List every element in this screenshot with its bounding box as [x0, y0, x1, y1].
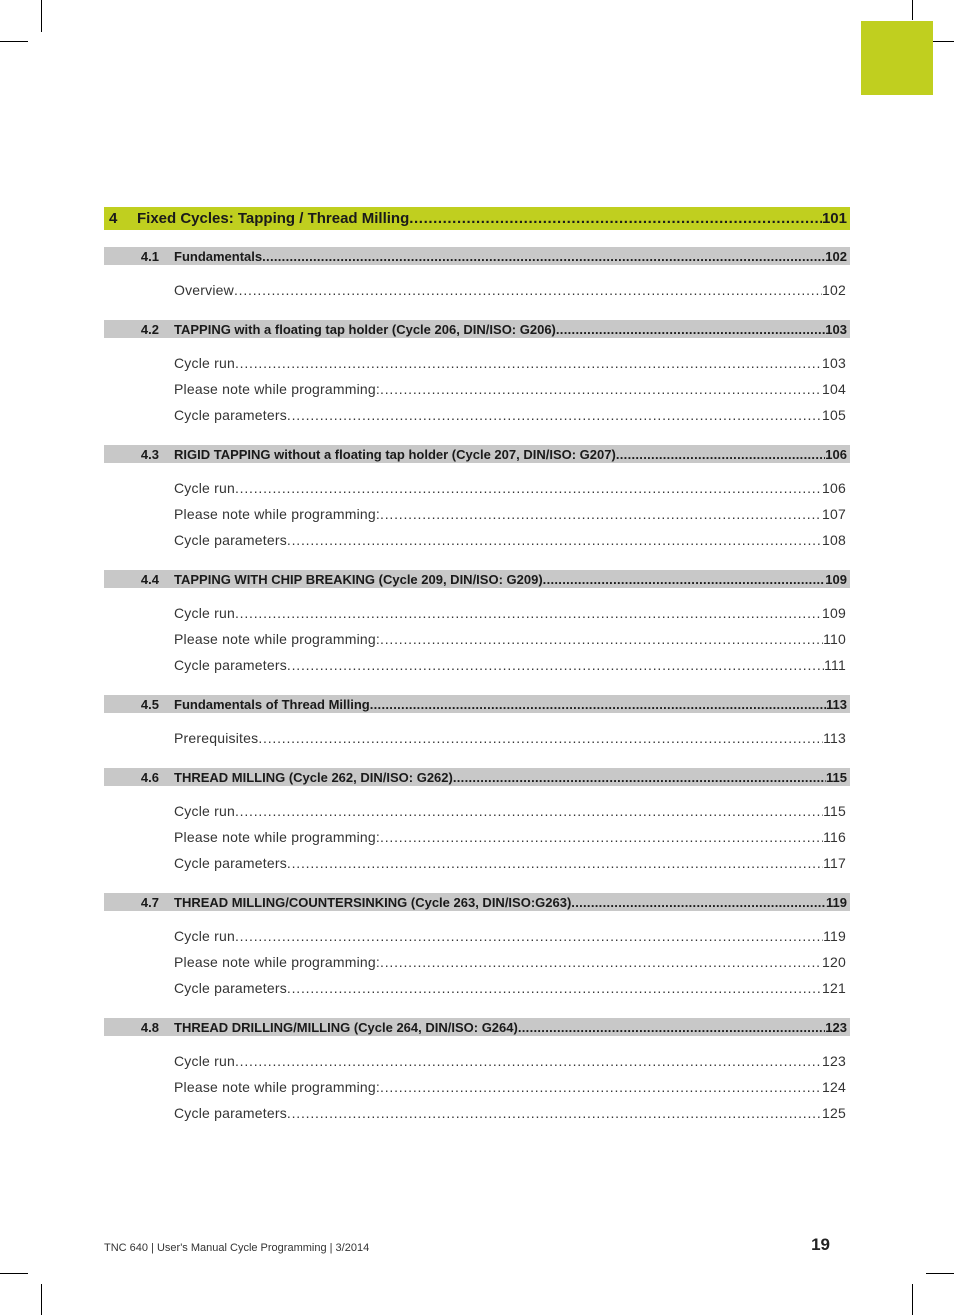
- subsection-page: 121: [822, 980, 846, 996]
- subsection-title: Please note while programming:: [174, 954, 380, 970]
- toc-section-entry[interactable]: [104, 893, 850, 911]
- toc-subsection-entry[interactable]: [104, 402, 850, 428]
- section-page: 106: [825, 446, 847, 462]
- dot-leader: [556, 322, 825, 337]
- dot-leader: [409, 210, 822, 227]
- dot-leader: [235, 355, 822, 371]
- subsection-title: Cycle run: [174, 1053, 235, 1069]
- section-title: THREAD MILLING/COUNTERSINKING (Cycle 263, DIN/ISO:G263): [174, 894, 572, 910]
- dot-leader: [287, 855, 823, 871]
- subsection-title: Cycle parameters: [174, 1105, 287, 1121]
- chapter-page: 101: [821, 210, 847, 227]
- subsection-page: 116: [823, 829, 846, 845]
- dot-leader: [235, 803, 823, 819]
- section-page: 113: [826, 696, 847, 712]
- toc-subsection-entry[interactable]: [104, 923, 850, 949]
- subsection-page: 120: [822, 954, 846, 970]
- subsection-page: 108: [822, 532, 846, 548]
- toc-subsection-list: [104, 265, 850, 303]
- subsection-page: 107: [822, 506, 846, 522]
- dot-leader: [380, 506, 822, 522]
- subsection-title: Cycle run: [174, 928, 235, 944]
- dot-leader: [616, 447, 825, 462]
- toc-subsection-entry[interactable]: [104, 475, 850, 501]
- crop-mark: [926, 1273, 954, 1274]
- section-page: 109: [825, 571, 847, 587]
- dot-leader: [234, 282, 822, 298]
- subsection-page: 110: [823, 631, 846, 647]
- dot-leader: [543, 572, 826, 587]
- subsection-title: Please note while programming:: [174, 381, 380, 397]
- dot-leader: [453, 770, 826, 785]
- dot-leader: [370, 697, 826, 712]
- section-number: 4.2: [140, 321, 159, 337]
- subsection-page: 103: [822, 355, 846, 371]
- toc-subsection-entry[interactable]: [104, 824, 850, 850]
- dot-leader: [287, 657, 824, 673]
- toc-subsection-list: [104, 1036, 850, 1126]
- subsection-page: 115: [823, 803, 846, 819]
- crop-mark: [912, 1284, 913, 1315]
- toc-subsection-entry[interactable]: [104, 725, 850, 751]
- toc-section-entry[interactable]: [104, 445, 850, 463]
- subsection-page: 111: [824, 657, 846, 673]
- subsection-page: 113: [823, 730, 846, 746]
- dot-leader: [287, 1105, 822, 1121]
- subsection-page: 104: [822, 381, 846, 397]
- toc-subsection-list: [104, 338, 850, 428]
- crop-mark: [41, 1284, 42, 1315]
- toc-section-entry[interactable]: [104, 695, 850, 713]
- toc-sections: [104, 247, 850, 1126]
- toc-section-entry[interactable]: [104, 247, 850, 265]
- toc-subsection-list: [104, 588, 850, 678]
- toc-section-entry[interactable]: [104, 570, 850, 588]
- toc-subsection-entry[interactable]: [104, 626, 850, 652]
- section-number: 4.7: [140, 894, 159, 910]
- subsection-title: Cycle parameters: [174, 532, 287, 548]
- subsection-title: Cycle parameters: [174, 980, 287, 996]
- dot-leader: [262, 249, 825, 264]
- toc-subsection-entry[interactable]: [104, 1048, 850, 1074]
- toc-subsection-entry[interactable]: [104, 350, 850, 376]
- section-title: TAPPING WITH CHIP BREAKING (Cycle 209, DIN/ISO: G209): [174, 571, 543, 587]
- toc-subsection-list: [104, 786, 850, 876]
- subsection-title: Cycle run: [174, 605, 235, 621]
- subsection-page: 105: [822, 407, 846, 423]
- section-number: 4.8: [140, 1019, 159, 1035]
- subsection-title: Overview: [174, 282, 234, 298]
- section-page: 123: [825, 1019, 847, 1035]
- toc-subsection-list: [104, 463, 850, 553]
- subsection-title: Please note while programming:: [174, 506, 380, 522]
- chapter-thumb-tab: [861, 21, 933, 95]
- subsection-title: Cycle parameters: [174, 657, 287, 673]
- subsection-title: Cycle parameters: [174, 855, 287, 871]
- chapter-number: 4: [109, 210, 118, 227]
- toc-section-entry[interactable]: [104, 1018, 850, 1036]
- toc-subsection-entry[interactable]: [104, 1100, 850, 1126]
- section-number: 4.5: [140, 696, 159, 712]
- subsection-page: 123: [822, 1053, 846, 1069]
- subsection-page: 109: [822, 605, 846, 621]
- dot-leader: [235, 480, 822, 496]
- section-title: THREAD DRILLING/MILLING (Cycle 264, DIN/ISO: G264): [174, 1019, 518, 1035]
- subsection-title: Prerequisites: [174, 730, 259, 746]
- chapter-title: Fixed Cycles: Tapping / Thread Milling: [137, 210, 410, 227]
- toc-section-entry[interactable]: [104, 320, 850, 338]
- section-number: 4.6: [140, 769, 159, 785]
- toc-subsection-entry[interactable]: [104, 600, 850, 626]
- toc-subsection-entry[interactable]: [104, 376, 850, 402]
- subsection-page: 102: [822, 282, 846, 298]
- toc-subsection-list: [104, 713, 850, 751]
- dot-leader: [287, 980, 822, 996]
- footer-text: TNC 640 | User's Manual Cycle Programming | 3/2014: [104, 1242, 370, 1254]
- subsection-page: 124: [822, 1079, 846, 1095]
- section-title: Fundamentals: [174, 248, 263, 264]
- section-title: Fundamentals of Thread Milling: [174, 696, 370, 712]
- section-page: 119: [826, 894, 847, 910]
- crop-mark: [912, 0, 913, 20]
- section-number: 4.1: [140, 248, 159, 264]
- subsection-title: Please note while programming:: [174, 1079, 380, 1095]
- toc-subsection-entry[interactable]: [104, 652, 850, 678]
- subsection-title: Cycle run: [174, 355, 235, 371]
- subsection-page: 106: [822, 480, 846, 496]
- subsection-title: Cycle run: [174, 803, 235, 819]
- section-page: 103: [825, 321, 847, 337]
- subsection-page: 125: [822, 1105, 846, 1121]
- subsection-title: Cycle parameters: [174, 407, 287, 423]
- subsection-page: 119: [823, 928, 846, 944]
- dot-leader: [287, 532, 822, 548]
- toc-subsection-list: [104, 911, 850, 1001]
- section-title: TAPPING with a floating tap holder (Cycle 206, DIN/ISO: G206): [174, 321, 556, 337]
- dot-leader: [287, 407, 822, 423]
- toc-subsection-entry[interactable]: [104, 798, 850, 824]
- crop-mark: [0, 41, 28, 42]
- section-page: 102: [825, 248, 847, 264]
- toc-subsection-entry[interactable]: [104, 527, 850, 553]
- dot-leader: [235, 928, 823, 944]
- subsection-page: 117: [823, 855, 846, 871]
- crop-mark: [0, 1273, 28, 1274]
- toc-subsection-entry[interactable]: [104, 975, 850, 1001]
- section-number: 4.3: [140, 446, 159, 462]
- section-number: 4.4: [140, 571, 159, 587]
- table-of-contents: [104, 207, 850, 1126]
- toc-subsection-entry[interactable]: [104, 949, 850, 975]
- toc-subsection-entry[interactable]: [104, 277, 850, 303]
- dot-leader: [571, 895, 826, 910]
- dot-leader: [380, 631, 823, 647]
- page-number: 19: [811, 1235, 830, 1254]
- dot-leader: [235, 605, 822, 621]
- dot-leader: [380, 1079, 822, 1095]
- toc-section-entry[interactable]: [104, 768, 850, 786]
- toc-subsection-entry[interactable]: [104, 501, 850, 527]
- dot-leader: [235, 1053, 822, 1069]
- subsection-title: Please note while programming:: [174, 631, 380, 647]
- dot-leader: [380, 381, 822, 397]
- subsection-title: Cycle run: [174, 480, 235, 496]
- toc-subsection-entry[interactable]: [104, 850, 850, 876]
- crop-mark: [41, 0, 42, 32]
- section-title: THREAD MILLING (Cycle 262, DIN/ISO: G262): [174, 769, 453, 785]
- section-title: RIGID TAPPING without a floating tap holder (Cycle 207, DIN/ISO: G207): [174, 446, 616, 462]
- dot-leader: [380, 829, 823, 845]
- toc-chapter-entry[interactable]: [104, 207, 850, 230]
- section-page: 115: [826, 769, 847, 785]
- dot-leader: [258, 730, 823, 746]
- subsection-title: Please note while programming:: [174, 829, 380, 845]
- dot-leader: [380, 954, 822, 970]
- dot-leader: [518, 1020, 825, 1035]
- toc-subsection-entry[interactable]: [104, 1074, 850, 1100]
